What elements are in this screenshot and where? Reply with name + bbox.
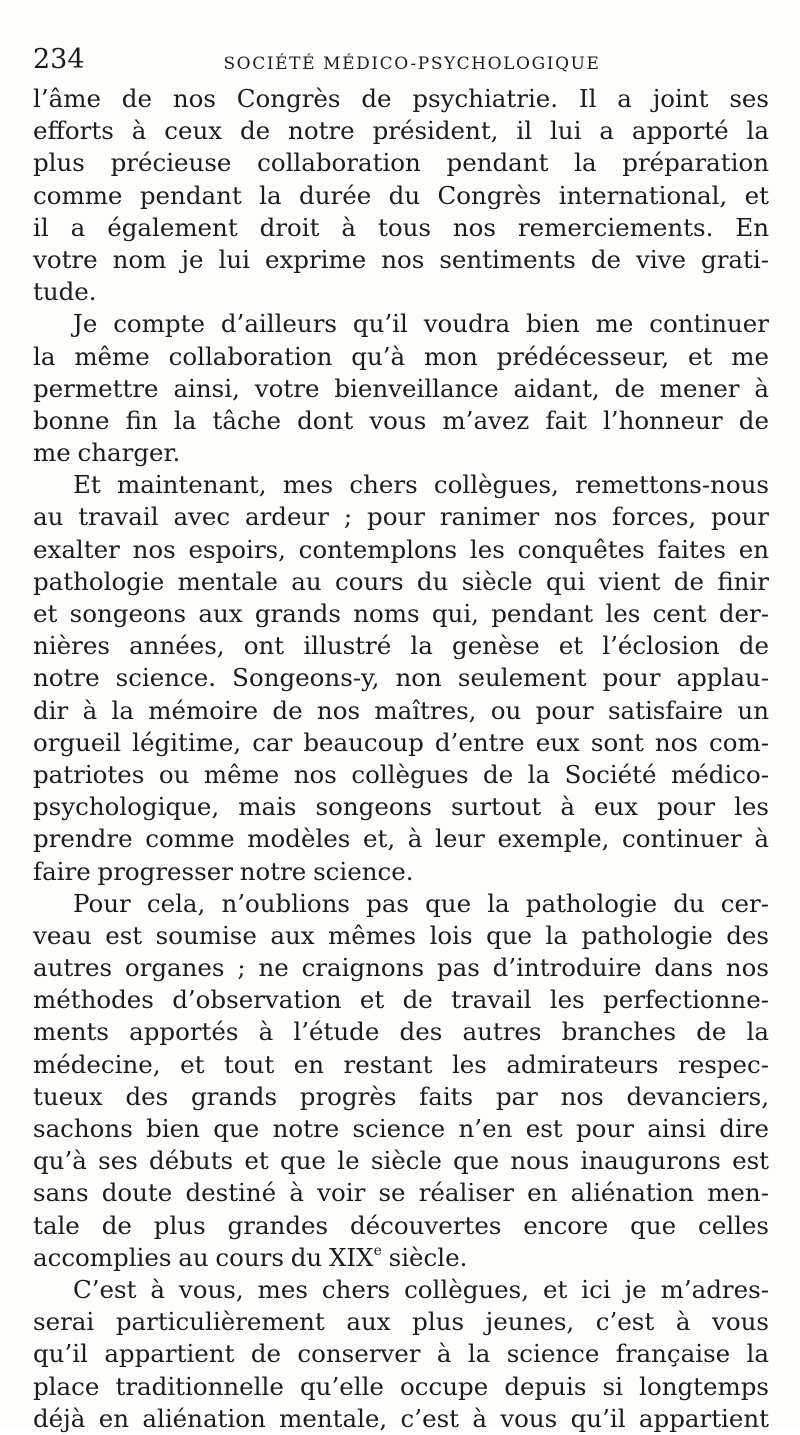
text-line: au travail avec ardeur ; pour ranimer nos forces, pour — [33, 502, 769, 532]
text-line: tale de plus grandes découvertes encore que celles — [33, 1210, 769, 1240]
text-line: déjà en aliénation mentale, c’est à vous qu’il appartient — [33, 1403, 769, 1433]
text-line: sans doute destiné à voir se réaliser en aliénation men- — [33, 1178, 769, 1208]
text-segment: accomplies au cours du XIX — [33, 1242, 374, 1272]
page-header — [33, 40, 773, 80]
text-line: dir à la mémoire de nos maîtres, ou pour satisfaire un — [33, 695, 769, 725]
text-line: médecine, et tout en restant les admirateurs respec- — [33, 1049, 769, 1079]
text-line: place traditionnelle qu’elle occupe depuis si longtemps — [33, 1371, 769, 1401]
text-line: Je compte d’ailleurs qu’il voudra bien me continuer — [73, 309, 769, 339]
running-head: SOCIÉTÉ MÉDICO-PSYCHOLOGIQUE — [223, 54, 601, 74]
text-line: patriotes ou même nos collègues de la Société médico- — [33, 759, 769, 789]
text-line: qu’il appartient de conserver à la science française la — [33, 1339, 769, 1369]
text-line: nières années, ont illustré la genèse et l’éclosion de — [33, 631, 769, 661]
text-line: psychologique, mais songeons surtout à eux pour les — [33, 792, 769, 822]
text-line: C’est à vous, mes chers collègues, et ici je m’adres- — [73, 1274, 769, 1304]
superscript: e — [373, 1242, 382, 1259]
text-segment: siècle. — [381, 1242, 468, 1272]
text-line: l’âme de nos Congrès de psychiatrie. Il a joint ses — [33, 84, 769, 113]
text-line: ments apportés à l’étude des autres branches de la — [33, 1017, 769, 1047]
text-line: me charger. — [33, 438, 181, 468]
text-line: bonne fin la tâche dont vous m’avez fait l’honneur de — [33, 405, 769, 435]
text-line: autres organes ; ne craignons pas d’introduire dans nos — [33, 953, 769, 983]
text-line: Et maintenant, mes chers collègues, remettons-nous — [73, 470, 769, 500]
page-number: 234 — [33, 44, 85, 75]
text-line: la même collaboration qu’à mon prédécesseur, et me — [33, 341, 769, 371]
text-line: orgueil légitime, car beaucoup d’entre eux sont nos com- — [33, 727, 769, 757]
text-line: et songeons aux grands noms qui, pendant les cent der- — [33, 599, 769, 628]
text-line: tude. — [33, 277, 97, 307]
text-line: qu’à ses débuts et que le siècle que nous inaugurons est — [33, 1146, 769, 1176]
text-line: faire progresser notre science. — [33, 856, 414, 886]
text-line: tueux des grands progrès faits par nos devanciers, — [33, 1081, 769, 1111]
text-line: exalter nos espoirs, contemplons les conquêtes faites en — [33, 534, 769, 564]
text-line: votre nom je lui exprime nos sentiments de vive grati- — [33, 244, 769, 274]
text-line: Pour cela, n’oublions pas que la pathologie du cer- — [73, 888, 769, 918]
text-line: pathologie mentale au cours du siècle qui vient de finir — [33, 566, 769, 596]
text-line — [33, 1242, 769, 1274]
text-line: efforts à ceux de notre président, il lui a apporté la — [33, 116, 769, 146]
text-line: permettre ainsi, votre bienveillance aidant, de mener à — [33, 373, 769, 403]
text-line: serai particulièrement aux plus jeunes, c’est à vous — [33, 1307, 769, 1337]
text-line: comme pendant la durée du Congrès international, et — [33, 180, 769, 210]
text-line: sachons bien que notre science n’en est pour ainsi dire — [33, 1114, 769, 1143]
text-line: notre science. Songeons-y, non seulement pour applau- — [33, 663, 769, 693]
text-line: plus précieuse collaboration pendant la préparation — [33, 148, 769, 178]
body-text — [33, 83, 769, 1435]
text-line: méthodes d’observation et de travail les perfectionne- — [33, 985, 769, 1015]
text-line: veau est soumise aux mêmes lois que la pathologie des — [33, 920, 769, 950]
text-line: il a également droit à tous nos remerciements. En — [33, 212, 769, 242]
text-line: prendre comme modèles et, à leur exemple, continuer à — [33, 824, 769, 854]
